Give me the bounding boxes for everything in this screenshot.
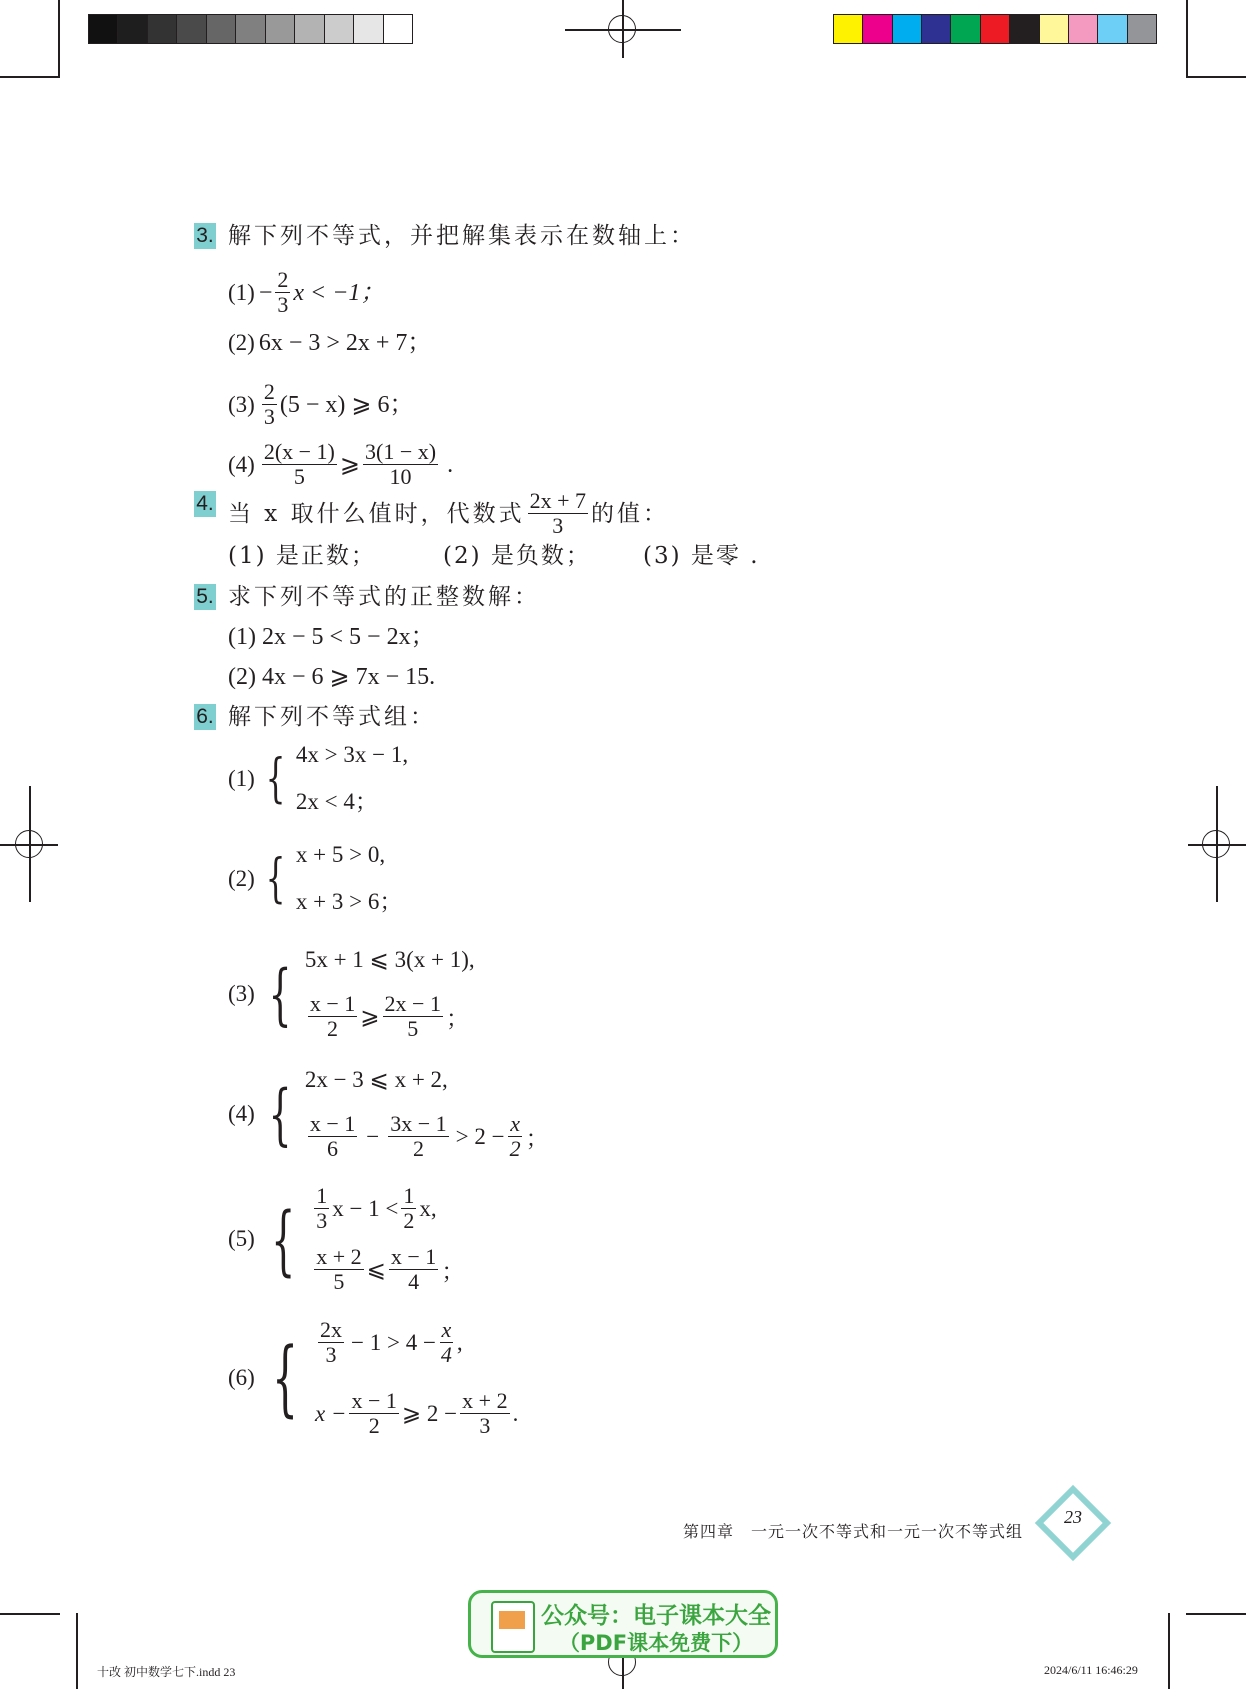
swatch-3 — [922, 15, 951, 43]
fraction: $\frac{x}{4}$ — [440, 1317, 452, 1367]
swatch-8 — [325, 15, 354, 43]
q3-item-2: (2) 6x − 3 > 2x + 7； — [228, 330, 432, 356]
fraction: $\frac{2}{3}$ — [263, 379, 275, 429]
fraction: $\frac{2(x - 1)}{5}$ — [263, 439, 335, 489]
q6-system-2: (2) { x + 5 > 0, x + 3 > 6； — [228, 842, 403, 914]
stamp-line-2: （PDF课本免费下） — [558, 1631, 754, 1655]
question-4-text: 当 x 取什么值时，代数式 $\frac{2x + 7}{3}$ 的值： — [228, 488, 670, 538]
color-bar — [833, 14, 1157, 44]
q5-item-2: (2) 4x − 6 ⩾ 7x − 15. — [228, 664, 436, 690]
fraction: $\frac{x - 1}{6}$ — [309, 1111, 356, 1161]
q3-item-1: (1) − $\frac{2}{3}$ x < −1； — [228, 267, 385, 317]
swatch-2 — [893, 15, 922, 43]
chapter-title: 第四章 一元一次不等式和一元一次不等式组 — [683, 1522, 1024, 1541]
swatch-0 — [89, 15, 118, 43]
stamp-line-1: 公众号：电子课本大全 — [541, 1603, 771, 1629]
swatch-8 — [1069, 15, 1098, 43]
swatch-1 — [118, 15, 147, 43]
q5-item-1: (1) 2x − 5 < 5 − 2x； — [228, 624, 435, 650]
fraction: $\frac{3(1 - x)}{10}$ — [365, 439, 437, 489]
swatch-0 — [834, 15, 863, 43]
left-brace: { — [268, 1075, 292, 1153]
fraction: $\frac{x - 1}{2}$ — [351, 1388, 397, 1438]
q3-item-3: (3) $\frac{2}{3}$ (5 − x) ⩾ 6； — [228, 379, 414, 429]
fraction: $\frac{1}{2}$ — [403, 1183, 415, 1233]
fraction: $\frac{x + 2}{5}$ — [316, 1244, 362, 1294]
fraction: $\frac{3x - 1}{2}$ — [390, 1111, 447, 1161]
swatch-3 — [177, 15, 206, 43]
swatch-10 — [1128, 15, 1156, 43]
watermark-stamp — [468, 1590, 778, 1658]
question-number-5: 5. — [194, 584, 216, 610]
fraction: $\frac{1}{3}$ — [316, 1183, 328, 1233]
left-brace: { — [271, 1330, 298, 1426]
swatch-7 — [1040, 15, 1069, 43]
timestamp-slug: 2024/6/11 16:46:29 — [1044, 1663, 1138, 1677]
q6-system-4: (4) { 2x − 3 ⩽ x + 2, $\frac{x - 1}{6}$ − $\frac{3x - 1}{2}$ > 2 − $\frac{x}{2}$ ； — [228, 1067, 549, 1161]
fraction: $\frac{2}{3}$ — [277, 267, 289, 317]
q6-system-3: (3) { 5x + 1 ⩽ 3(x + 1), $\frac{x - 1}{2}$ ⩾ $\frac{2x - 1}{5}$ ； — [228, 947, 475, 1041]
q4-option-2: (2) 是负数； — [443, 543, 591, 569]
swatch-6 — [1010, 15, 1039, 43]
left-brace: { — [268, 955, 292, 1033]
book-icon — [491, 1601, 535, 1653]
swatch-5 — [236, 15, 265, 43]
question-3-text: 解下列不等式，并把解集表示在数轴上： — [228, 223, 696, 249]
q6-system-1: (1) { 4x > 3x − 1, 2x < 4； — [228, 742, 409, 814]
fraction: $\frac{2x}{3}$ — [320, 1317, 342, 1367]
swatch-4 — [207, 15, 236, 43]
q6-system-5: (5) { $\frac{1}{3}$ x − 1 < $\frac{1}{2}$ x, $\frac{x + 2}{5}$ ⩽ $\frac{x - 1}{4}$ ； — [228, 1183, 465, 1294]
q3-item-4: (4) $\frac{2(x - 1)}{5}$ ⩾ $\frac{3(1 - x)}{10}$ . — [228, 439, 454, 489]
question-number-3: 3. — [194, 223, 216, 249]
question-5-text: 求下列不等式的正整数解： — [228, 584, 540, 610]
swatch-2 — [148, 15, 177, 43]
swatch-10 — [384, 15, 412, 43]
swatch-6 — [266, 15, 295, 43]
fraction: $\frac{x - 1}{4}$ — [390, 1244, 437, 1294]
question-6-text: 解下列不等式组： — [228, 704, 436, 730]
swatch-7 — [295, 15, 324, 43]
swatch-4 — [951, 15, 980, 43]
page-number: 23 — [1064, 1507, 1082, 1527]
swatch-5 — [981, 15, 1010, 43]
q4-options — [228, 541, 760, 571]
left-brace: { — [265, 749, 286, 809]
question-number-4: 4. — [194, 491, 216, 517]
swatch-1 — [863, 15, 892, 43]
q4-option-1: (1) 是正数； — [228, 543, 376, 569]
fraction: $\frac{x - 1}{2}$ — [309, 991, 356, 1041]
q6-system-6: (6) { $\frac{2x}{3}$ − 1 > 4 − $\frac{x}{4}$ , x − $\frac{x - 1}{2}$ ⩾ 2 − $\frac{x + 2}{3}$ . — [228, 1317, 519, 1438]
left-brace: { — [270, 1194, 296, 1284]
q4-option-3: (3) 是零 . — [643, 543, 760, 569]
swatch-9 — [1098, 15, 1127, 43]
fraction: $\frac{x + 2}{3}$ — [462, 1388, 508, 1438]
grayscale-bar — [88, 14, 413, 44]
question-number-6: 6. — [194, 704, 216, 730]
fraction: $\frac{x}{2}$ — [509, 1111, 521, 1161]
fraction: $\frac{2x - 1}{5}$ — [384, 991, 441, 1041]
fraction: $\frac{2x + 7}{3}$ — [529, 488, 587, 538]
swatch-9 — [354, 15, 383, 43]
file-slug: 十改 初中数学七下.indd 23 — [97, 1665, 236, 1679]
left-brace: { — [265, 849, 286, 909]
